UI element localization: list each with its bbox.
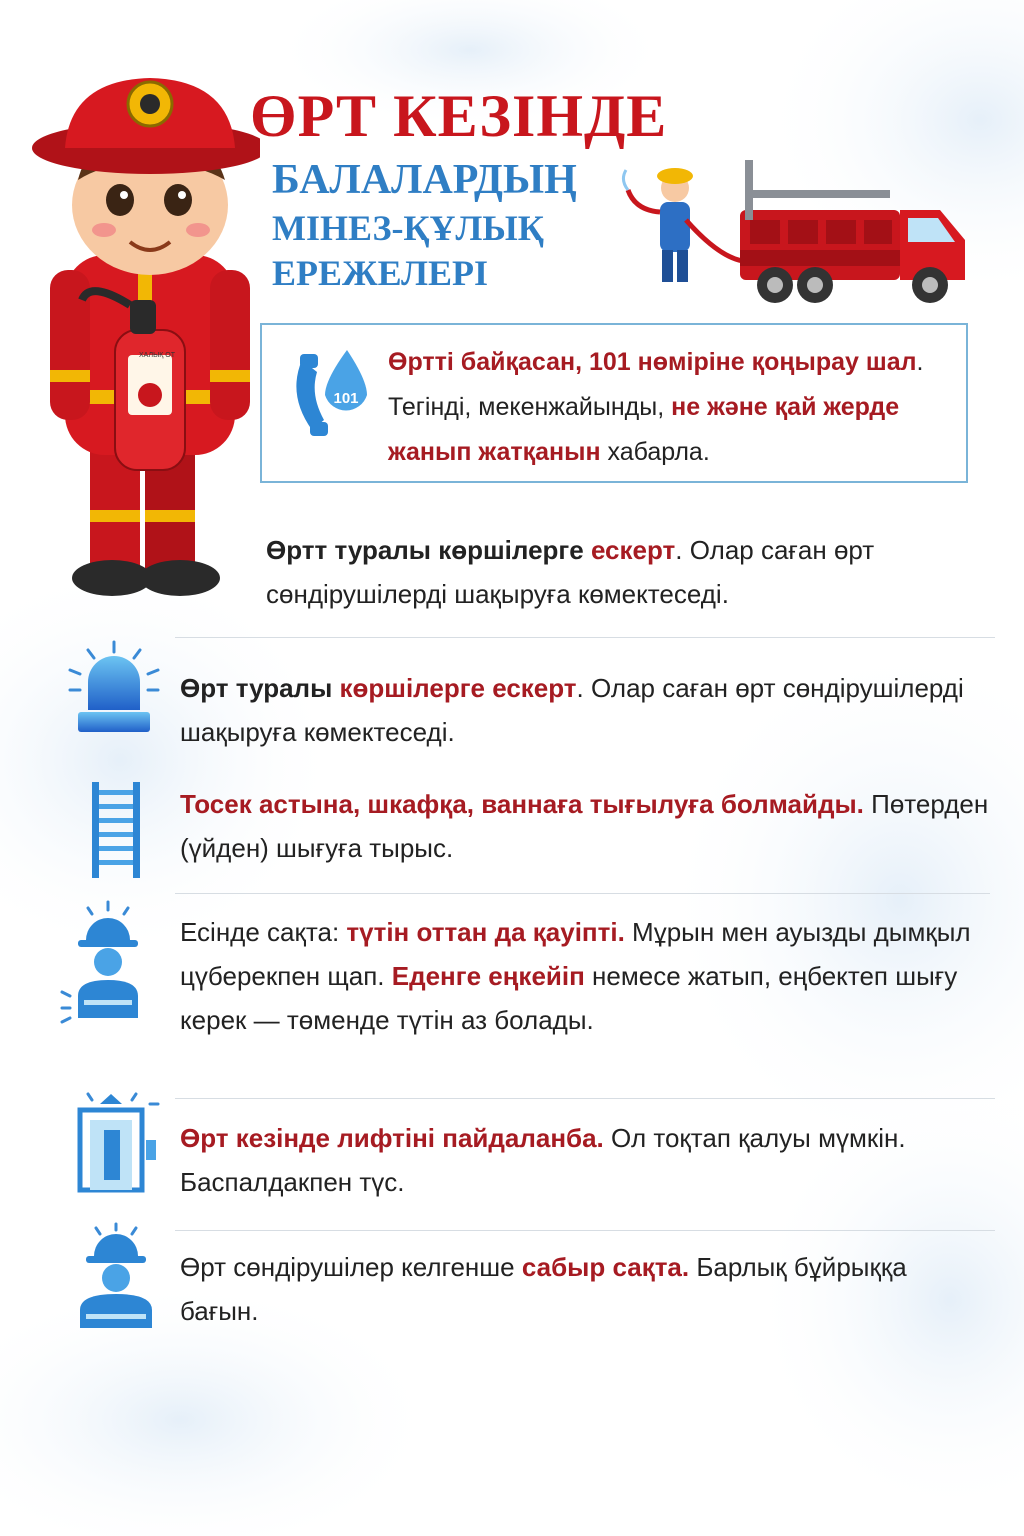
- intro-paragraph: [266, 528, 996, 616]
- divider: [175, 1098, 995, 1099]
- subtitle-line-3: ЕРЕЖЕЛЕРІ: [272, 253, 488, 293]
- rule-5-text: [180, 1245, 990, 1333]
- rule-4-red: Өрт кезінде лифтіні пайдаланба.: [180, 1123, 604, 1153]
- subtitle-line-2: МІНЕЗ-ҚҰЛЫҚ: [272, 208, 544, 248]
- rule-4-text: [180, 1116, 990, 1204]
- rule-2-plain: Пөтерден (үйден) шығуға тырыс.: [180, 789, 989, 863]
- intro-bold: Өртт туралы көршілерге: [266, 535, 591, 565]
- rule-2-red: Тосек астына, шкафқа, ваннаға тығылуға болмайды.: [180, 789, 864, 819]
- rule-5-plain-2: Барлық бұйрыққа бағын.: [180, 1252, 907, 1326]
- firefighter-icon: [72, 1222, 162, 1332]
- badge-number: 101: [333, 390, 359, 407]
- subtitle-line-1: БАЛАЛАРДЫҢ: [272, 157, 577, 203]
- page-title: ӨРТ КЕЗІНДЕ: [250, 83, 668, 149]
- divider: [175, 637, 995, 638]
- rule-1-red: көршілерге ескерт: [339, 673, 577, 703]
- rule-2-text: [180, 782, 990, 870]
- firefighter-icon: [58, 900, 158, 1025]
- phone-101-icon: [282, 340, 382, 450]
- rule-5-plain-1: Өрт сөндірушілер келгенше: [180, 1252, 522, 1282]
- rule-3-red-2: Еденге еңкейіп: [391, 961, 585, 991]
- call-text-plain-2: хабарла.: [600, 438, 710, 466]
- rule-1-plain: . Олар саған өрт сөндірушілерді шақыруға көмектеседі.: [180, 673, 964, 747]
- rule-3-plain-2: Мұрын мен ауызды дымқыл цүберекпен щап.: [180, 917, 971, 991]
- rule-3-plain-1: Есінде сақта:: [180, 917, 347, 947]
- call-text-red-1: Өртті байқасан, 101 нөміріне қоңырау шал: [388, 348, 917, 376]
- rule-3-plain-3: немесе жатып, еңбектеп шығу керек — төменде түтін аз болады.: [180, 961, 958, 1035]
- rule-5-red: сабыр сақта.: [521, 1252, 690, 1282]
- divider: [175, 893, 990, 894]
- rule-3-red-1: түтін оттан да қауіпті.: [346, 917, 625, 947]
- rule-3-text: [180, 910, 990, 1042]
- rule-1-text: [180, 666, 990, 754]
- call-text-red-2: не және қай жерде жанып жатқанын: [388, 393, 900, 466]
- call-text-plain-1: . Тегінді, мекенжайынды,: [388, 348, 924, 421]
- firefighter-boy-illustration: [20, 70, 260, 610]
- elevator-icon: [70, 1090, 162, 1195]
- call-box-text: [388, 340, 958, 475]
- rule-4-plain: Ол тоқтап қалуы мүмкін. Баспалдакпен түс.: [180, 1123, 906, 1197]
- siren-icon: [66, 640, 162, 740]
- intro-plain: . Олар саған өрт сөндірушілерді шақыруға көмектеседі.: [266, 535, 875, 609]
- divider: [175, 1230, 995, 1231]
- fire-truck-illustration: [620, 150, 980, 310]
- ladder-icon: [88, 780, 144, 880]
- rule-1-bold: Өрт туралы: [180, 673, 340, 703]
- extinguisher-label: ХАЛЫҚ ОТ: [138, 352, 176, 359]
- intro-red: ескерт: [590, 535, 676, 565]
